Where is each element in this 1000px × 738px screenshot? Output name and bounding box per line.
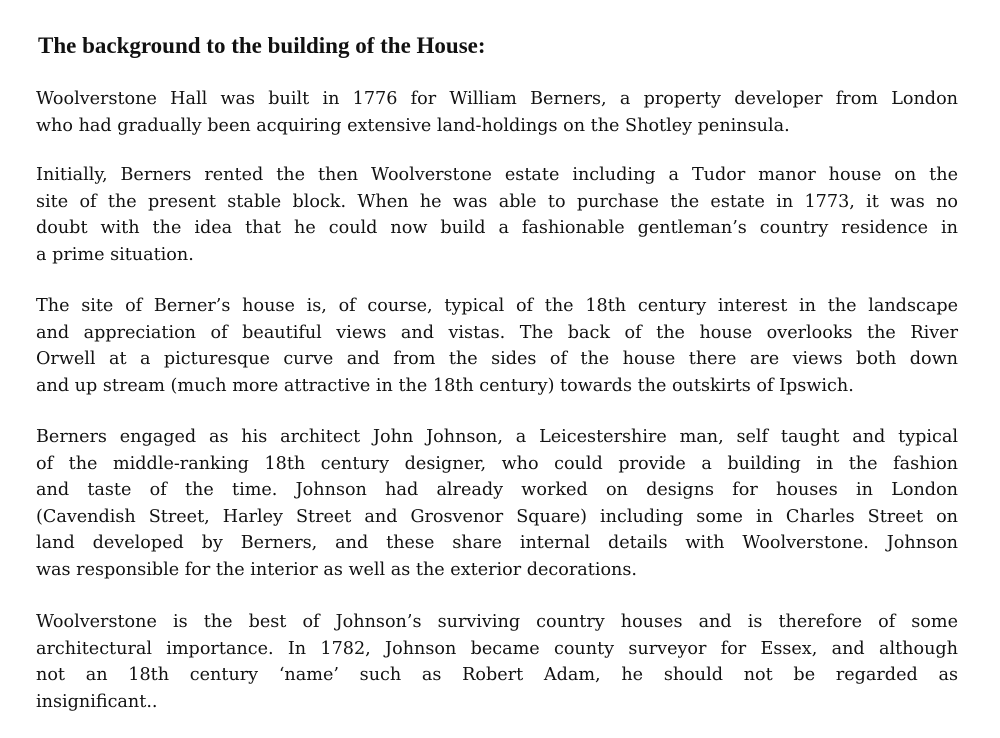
- paragraph-line: Initially, Berners rented the then Woolverstone estate including a Tudor manor house on the: [36, 165, 958, 185]
- paragraph-line: doubt with the idea that he could now build a fashionable gentleman’s country residence in: [36, 218, 958, 238]
- paragraph-line: a prime situation.: [36, 244, 194, 265]
- paragraph-line: Orwell at a picturesque curve and from the sides of the house there are views both down: [36, 349, 958, 369]
- paragraph-2: [36, 162, 958, 268]
- paragraph-line: was responsible for the interior as well as the exterior decorations.: [36, 559, 637, 580]
- paragraph-line: (Cavendish Street, Harley Street and Grosvenor Square) including some in Charles Street on: [36, 506, 958, 527]
- paragraph-line: of the middle-ranking 18th century designer, who could provide a building in the fashion: [36, 453, 958, 474]
- paragraph-4: [36, 424, 958, 583]
- paragraph-line: land developed by Berners, and these share internal details with Woolverstone. Johnson: [36, 533, 958, 553]
- paragraph-5: [36, 609, 958, 715]
- document-title: The background to the building of the House:: [38, 33, 486, 58]
- paragraph-1: [36, 86, 958, 139]
- paragraph-line: who had gradually been acquiring extensive land-holdings on the Shotley peninsula.: [36, 115, 790, 136]
- paragraph-line: site of the present stable block. When he was able to purchase the estate in 1773, it was no: [36, 191, 958, 212]
- paragraph-line: Woolverstone Hall was built in 1776 for William Berners, a property developer from London: [36, 89, 958, 109]
- paragraph-line: and taste of the time. Johnson had already worked on designs for houses in London: [36, 480, 958, 500]
- paragraph-line: and up stream (much more attractive in the 18th century) towards the outskirts of Ipswich.: [36, 375, 854, 396]
- paragraph-line: The site of Berner’s house is, of course, typical of the 18th century interest in the landscape: [36, 296, 958, 316]
- paragraph-line: and appreciation of beautiful views and vistas. The back of the house overlooks the River: [36, 322, 958, 343]
- paragraph-line: not an 18th century ‘name’ such as Robert Adam, he should not be regarded as: [36, 665, 958, 685]
- paragraph-3: [36, 293, 958, 399]
- paragraph-line: architectural importance. In 1782, Johnson became county surveyor for Essex, and although: [36, 638, 958, 659]
- paragraph-line: Berners engaged as his architect John Johnson, a Leicestershire man, self taught and typical: [36, 427, 958, 447]
- paragraph-line: Woolverstone is the best of Johnson’s surviving country houses and is therefore of some: [36, 612, 958, 632]
- paragraph-line: insignificant..: [36, 691, 158, 712]
